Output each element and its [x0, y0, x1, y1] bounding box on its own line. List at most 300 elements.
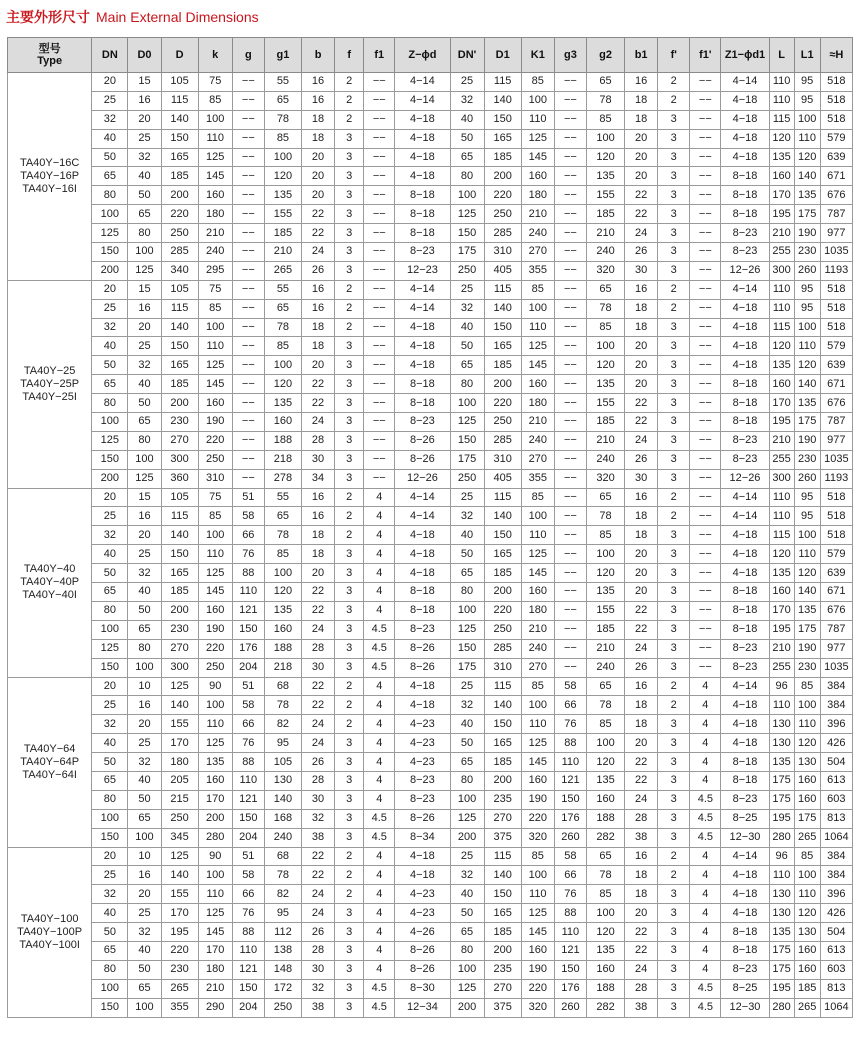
- table-cell: 88: [554, 904, 586, 923]
- table-cell: 3: [335, 771, 364, 790]
- table-cell: 210: [769, 224, 794, 243]
- table-cell: 24: [625, 790, 658, 809]
- table-cell: 28: [302, 639, 335, 658]
- table-cell: 220: [484, 601, 521, 620]
- table-cell: 355: [521, 261, 554, 280]
- table-cell: 30: [625, 261, 658, 280]
- table-cell: 4−18: [721, 734, 769, 753]
- table-cell: 160: [198, 186, 232, 205]
- table-cell: 518: [820, 299, 852, 318]
- table-cell: 210: [586, 431, 624, 450]
- table-row: [8, 696, 853, 715]
- table-cell: 24: [302, 904, 335, 923]
- table-cell: 85: [264, 545, 301, 564]
- table-cell: 4−14: [395, 280, 450, 299]
- table-cell: 3: [658, 941, 690, 960]
- table-cell: 4−23: [395, 885, 450, 904]
- table-cell: 3: [658, 601, 690, 620]
- table-cell: 3: [335, 734, 364, 753]
- table-cell: 4−18: [395, 545, 450, 564]
- table-cell: 270: [161, 431, 198, 450]
- table-cell: 4: [690, 866, 721, 885]
- table-cell: 300: [161, 450, 198, 469]
- table-cell: 4.5: [690, 979, 721, 998]
- table-cell: 150: [554, 790, 586, 809]
- table-cell: 120: [794, 564, 820, 583]
- table-cell: −−: [232, 129, 264, 148]
- table-cell: 3: [335, 413, 364, 432]
- table-cell: 2: [658, 280, 690, 299]
- table-row: [8, 337, 853, 356]
- table-cell: 20: [625, 564, 658, 583]
- table-cell: 25: [92, 299, 128, 318]
- table-cell: 160: [794, 790, 820, 809]
- table-cell: 50: [92, 356, 128, 375]
- table-cell: 384: [820, 677, 852, 696]
- table-cell: 4: [364, 488, 395, 507]
- table-cell: 110: [794, 337, 820, 356]
- table-row: [8, 73, 853, 92]
- table-cell: 50: [92, 564, 128, 583]
- table-cell: 130: [794, 753, 820, 772]
- table-cell: −−: [554, 243, 586, 262]
- table-cell: 320: [586, 261, 624, 280]
- table-cell: 4.5: [690, 790, 721, 809]
- table-cell: 38: [302, 998, 335, 1017]
- table-cell: 121: [232, 790, 264, 809]
- table-cell: 24: [625, 639, 658, 658]
- table-cell: 160: [198, 394, 232, 413]
- table-cell: 18: [625, 526, 658, 545]
- table-cell: 168: [264, 809, 301, 828]
- table-cell: 100: [198, 318, 232, 337]
- table-cell: −−: [232, 356, 264, 375]
- table-cell: −−: [554, 431, 586, 450]
- table-cell: 175: [794, 809, 820, 828]
- table-cell: 51: [232, 677, 264, 696]
- table-cell: 3: [658, 904, 690, 923]
- table-cell: 76: [554, 885, 586, 904]
- table-cell: −−: [690, 186, 721, 205]
- table-cell: 95: [794, 73, 820, 92]
- table-row: [8, 583, 853, 602]
- table-cell: 125: [521, 545, 554, 564]
- table-cell: 20: [92, 73, 128, 92]
- table-cell: 4−18: [395, 318, 450, 337]
- table-cell: 3: [658, 639, 690, 658]
- table-cell: 8−18: [721, 753, 769, 772]
- table-row: [8, 375, 853, 394]
- table-cell: 121: [554, 941, 586, 960]
- table-cell: 76: [232, 734, 264, 753]
- header-cell: k: [198, 38, 232, 73]
- table-cell: 28: [625, 979, 658, 998]
- table-cell: 130: [769, 885, 794, 904]
- table-cell: 110: [769, 280, 794, 299]
- table-cell: 977: [820, 431, 852, 450]
- table-cell: 375: [484, 828, 521, 847]
- table-cell: 282: [586, 828, 624, 847]
- table-cell: 290: [198, 998, 232, 1017]
- table-cell: 110: [769, 488, 794, 507]
- table-cell: 3: [335, 601, 364, 620]
- table-cell: 4−14: [395, 299, 450, 318]
- table-cell: 4−23: [395, 715, 450, 734]
- table-cell: 613: [820, 941, 852, 960]
- table-cell: 40: [128, 941, 161, 960]
- table-cell: 579: [820, 129, 852, 148]
- table-cell: 155: [586, 601, 624, 620]
- table-cell: 3: [658, 998, 690, 1017]
- table-cell: 15: [128, 280, 161, 299]
- table-cell: 396: [820, 715, 852, 734]
- table-cell: 32: [128, 148, 161, 167]
- table-cell: 65: [92, 375, 128, 394]
- table-cell: 100: [198, 526, 232, 545]
- table-cell: 20: [302, 186, 335, 205]
- table-cell: 396: [820, 885, 852, 904]
- table-cell: 8−23: [395, 790, 450, 809]
- table-cell: 230: [161, 413, 198, 432]
- table-cell: 4: [364, 715, 395, 734]
- table-cell: 22: [302, 205, 335, 224]
- table-cell: 51: [232, 488, 264, 507]
- table-cell: 2: [658, 73, 690, 92]
- table-cell: 20: [128, 715, 161, 734]
- table-cell: 384: [820, 847, 852, 866]
- header-cell: D0: [128, 38, 161, 73]
- table-cell: −−: [690, 431, 721, 450]
- table-cell: 210: [769, 431, 794, 450]
- table-cell: 185: [484, 148, 521, 167]
- table-cell: 32: [302, 979, 335, 998]
- table-cell: 4.5: [364, 828, 395, 847]
- header-cell: Z−ϕd: [395, 38, 450, 73]
- table-cell: −−: [690, 224, 721, 243]
- table-row: [8, 734, 853, 753]
- table-cell: 190: [794, 639, 820, 658]
- table-cell: 110: [769, 696, 794, 715]
- table-cell: 4: [690, 753, 721, 772]
- table-cell: 3: [335, 753, 364, 772]
- table-cell: 65: [128, 205, 161, 224]
- table-cell: 8−18: [721, 167, 769, 186]
- table-cell: −−: [364, 337, 395, 356]
- table-cell: 40: [92, 904, 128, 923]
- table-cell: 58: [232, 866, 264, 885]
- table-cell: 230: [794, 450, 820, 469]
- table-cell: 235: [484, 960, 521, 979]
- table-cell: 32: [92, 526, 128, 545]
- table-cell: 80: [450, 583, 484, 602]
- table-cell: 4: [364, 904, 395, 923]
- table-row: [8, 488, 853, 507]
- table-cell: −−: [232, 243, 264, 262]
- table-cell: 65: [128, 413, 161, 432]
- table-cell: 2: [658, 696, 690, 715]
- table-cell: 320: [521, 998, 554, 1017]
- table-cell: 85: [586, 526, 624, 545]
- table-cell: 100: [794, 110, 820, 129]
- table-cell: 2: [658, 91, 690, 110]
- table-cell: 8−25: [721, 809, 769, 828]
- table-cell: −−: [690, 526, 721, 545]
- table-cell: 210: [521, 620, 554, 639]
- table-cell: 270: [161, 639, 198, 658]
- table-cell: −−: [554, 394, 586, 413]
- table-cell: 38: [302, 828, 335, 847]
- table-cell: −−: [364, 299, 395, 318]
- table-cell: 32: [92, 318, 128, 337]
- table-cell: 375: [484, 998, 521, 1017]
- table-cell: 3: [658, 885, 690, 904]
- table-cell: 155: [264, 205, 301, 224]
- header-cell: g2: [586, 38, 624, 73]
- header-cell: f1: [364, 38, 395, 73]
- table-cell: 4−18: [395, 129, 450, 148]
- table-row: [8, 394, 853, 413]
- table-cell: 200: [161, 186, 198, 205]
- table-cell: 4−18: [721, 337, 769, 356]
- table-cell: 80: [92, 960, 128, 979]
- table-cell: 65: [586, 847, 624, 866]
- table-cell: 150: [92, 450, 128, 469]
- table-cell: −−: [232, 167, 264, 186]
- table-cell: 160: [521, 375, 554, 394]
- table-cell: −−: [554, 526, 586, 545]
- table-cell: 185: [484, 753, 521, 772]
- table-cell: 100: [128, 828, 161, 847]
- table-cell: 8−18: [721, 394, 769, 413]
- table-cell: 66: [554, 866, 586, 885]
- table-cell: 3: [658, 167, 690, 186]
- table-cell: 2: [335, 110, 364, 129]
- table-cell: 58: [554, 847, 586, 866]
- table-cell: 200: [92, 469, 128, 488]
- table-cell: 188: [586, 979, 624, 998]
- table-cell: 185: [586, 205, 624, 224]
- table-cell: 4.5: [364, 658, 395, 677]
- table-cell: 310: [198, 469, 232, 488]
- table-cell: 110: [794, 885, 820, 904]
- table-cell: 110: [232, 771, 264, 790]
- table-cell: 165: [484, 337, 521, 356]
- table-cell: 4−18: [395, 847, 450, 866]
- table-cell: 100: [92, 979, 128, 998]
- table-cell: −−: [554, 658, 586, 677]
- table-cell: 95: [794, 299, 820, 318]
- table-cell: 200: [484, 167, 521, 186]
- table-cell: −−: [364, 224, 395, 243]
- table-cell: 18: [302, 110, 335, 129]
- table-cell: 25: [450, 677, 484, 696]
- table-cell: 78: [586, 866, 624, 885]
- table-cell: 639: [820, 356, 852, 375]
- table-cell: −−: [554, 129, 586, 148]
- table-cell: 20: [625, 148, 658, 167]
- table-cell: 3: [658, 771, 690, 790]
- table-cell: 125: [198, 356, 232, 375]
- table-cell: 100: [450, 601, 484, 620]
- header-type: 型号 Type: [8, 38, 92, 73]
- table-cell: 639: [820, 148, 852, 167]
- table-cell: 145: [521, 148, 554, 167]
- table-cell: −−: [232, 431, 264, 450]
- table-cell: 125: [198, 148, 232, 167]
- table-cell: 100: [450, 790, 484, 809]
- table-cell: 3: [658, 356, 690, 375]
- table-cell: 4: [690, 923, 721, 942]
- table-row: [8, 620, 853, 639]
- table-cell: 150: [92, 243, 128, 262]
- table-cell: −−: [554, 186, 586, 205]
- table-row: [8, 431, 853, 450]
- table-cell: 613: [820, 771, 852, 790]
- table-cell: 66: [554, 696, 586, 715]
- table-cell: 4.5: [364, 979, 395, 998]
- table-cell: 3: [335, 545, 364, 564]
- table-cell: 8−18: [721, 413, 769, 432]
- table-cell: 3: [658, 148, 690, 167]
- table-cell: 282: [586, 998, 624, 1017]
- table-cell: 85: [794, 847, 820, 866]
- table-cell: 16: [302, 280, 335, 299]
- table-cell: 8−26: [395, 809, 450, 828]
- table-cell: 240: [586, 450, 624, 469]
- table-cell: 140: [264, 790, 301, 809]
- table-cell: 120: [264, 375, 301, 394]
- table-cell: 4−18: [721, 318, 769, 337]
- table-cell: 518: [820, 280, 852, 299]
- table-cell: 145: [521, 564, 554, 583]
- table-cell: −−: [554, 91, 586, 110]
- table-cell: 3: [658, 545, 690, 564]
- dimensions-table: [7, 37, 853, 1018]
- table-cell: 32: [92, 715, 128, 734]
- table-cell: 20: [302, 356, 335, 375]
- table-cell: 384: [820, 866, 852, 885]
- table-cell: −−: [690, 620, 721, 639]
- table-cell: 3: [658, 394, 690, 413]
- table-cell: 176: [232, 639, 264, 658]
- table-cell: 18: [625, 91, 658, 110]
- table-cell: 3: [335, 431, 364, 450]
- table-header-row: [8, 38, 853, 73]
- table-cell: 175: [450, 658, 484, 677]
- table-cell: 4−14: [721, 847, 769, 866]
- table-cell: 4.5: [364, 809, 395, 828]
- table-cell: 3: [658, 620, 690, 639]
- table-cell: 3: [335, 960, 364, 979]
- table-cell: 3: [335, 337, 364, 356]
- table-cell: 96: [769, 847, 794, 866]
- table-cell: −−: [690, 601, 721, 620]
- table-cell: −−: [554, 205, 586, 224]
- table-cell: 145: [521, 923, 554, 942]
- table-cell: 270: [521, 658, 554, 677]
- table-cell: 676: [820, 394, 852, 413]
- table-cell: −−: [690, 91, 721, 110]
- table-cell: 135: [769, 753, 794, 772]
- table-cell: 20: [625, 337, 658, 356]
- table-cell: 195: [161, 923, 198, 942]
- table-cell: 78: [586, 299, 624, 318]
- table-cell: 145: [198, 167, 232, 186]
- table-cell: 4−14: [721, 488, 769, 507]
- table-cell: 240: [586, 243, 624, 262]
- table-cell: −−: [232, 261, 264, 280]
- table-cell: 8−23: [721, 658, 769, 677]
- table-cell: 140: [161, 526, 198, 545]
- table-cell: 8−18: [395, 224, 450, 243]
- table-cell: 185: [484, 356, 521, 375]
- table-cell: 3: [335, 620, 364, 639]
- table-cell: 8−23: [721, 224, 769, 243]
- table-cell: 125: [161, 677, 198, 696]
- table-cell: 150: [161, 129, 198, 148]
- header-cell: f1': [690, 38, 721, 73]
- table-cell: 65: [92, 167, 128, 186]
- table-cell: 787: [820, 205, 852, 224]
- table-cell: 85: [198, 91, 232, 110]
- table-cell: 135: [769, 564, 794, 583]
- table-cell: 8−18: [721, 205, 769, 224]
- table-cell: 110: [769, 91, 794, 110]
- table-cell: 24: [625, 224, 658, 243]
- table-cell: 140: [484, 696, 521, 715]
- table-cell: 125: [521, 734, 554, 753]
- table-cell: 185: [161, 375, 198, 394]
- table-cell: 32: [450, 866, 484, 885]
- table-cell: 155: [586, 394, 624, 413]
- table-cell: −−: [690, 356, 721, 375]
- table-cell: 8−18: [721, 620, 769, 639]
- table-cell: −−: [232, 337, 264, 356]
- table-cell: 25: [92, 91, 128, 110]
- table-cell: 25: [128, 734, 161, 753]
- table-cell: 110: [794, 545, 820, 564]
- model-type-cell: TA40Y−25 TA40Y−25P TA40Y−25I: [8, 280, 92, 488]
- table-cell: 22: [625, 923, 658, 942]
- table-cell: 260: [794, 261, 820, 280]
- dimensions-table-wrapper: [7, 37, 853, 1018]
- table-cell: 30: [625, 469, 658, 488]
- table-cell: 160: [521, 583, 554, 602]
- table-cell: 200: [484, 941, 521, 960]
- table-cell: 120: [794, 356, 820, 375]
- table-cell: 3: [335, 450, 364, 469]
- table-cell: 140: [161, 866, 198, 885]
- table-cell: 95: [794, 488, 820, 507]
- table-cell: −−: [232, 394, 264, 413]
- table-cell: 4−18: [721, 904, 769, 923]
- table-cell: 24: [302, 413, 335, 432]
- table-cell: 20: [92, 488, 128, 507]
- table-cell: 115: [769, 318, 794, 337]
- table-cell: 76: [232, 904, 264, 923]
- table-cell: 3: [335, 809, 364, 828]
- table-cell: −−: [690, 639, 721, 658]
- table-cell: 210: [769, 639, 794, 658]
- table-cell: 3: [335, 205, 364, 224]
- table-cell: 175: [794, 620, 820, 639]
- table-cell: 78: [264, 526, 301, 545]
- table-cell: 250: [198, 450, 232, 469]
- table-cell: 676: [820, 186, 852, 205]
- table-cell: 270: [484, 809, 521, 828]
- table-cell: 135: [198, 753, 232, 772]
- table-cell: −−: [690, 658, 721, 677]
